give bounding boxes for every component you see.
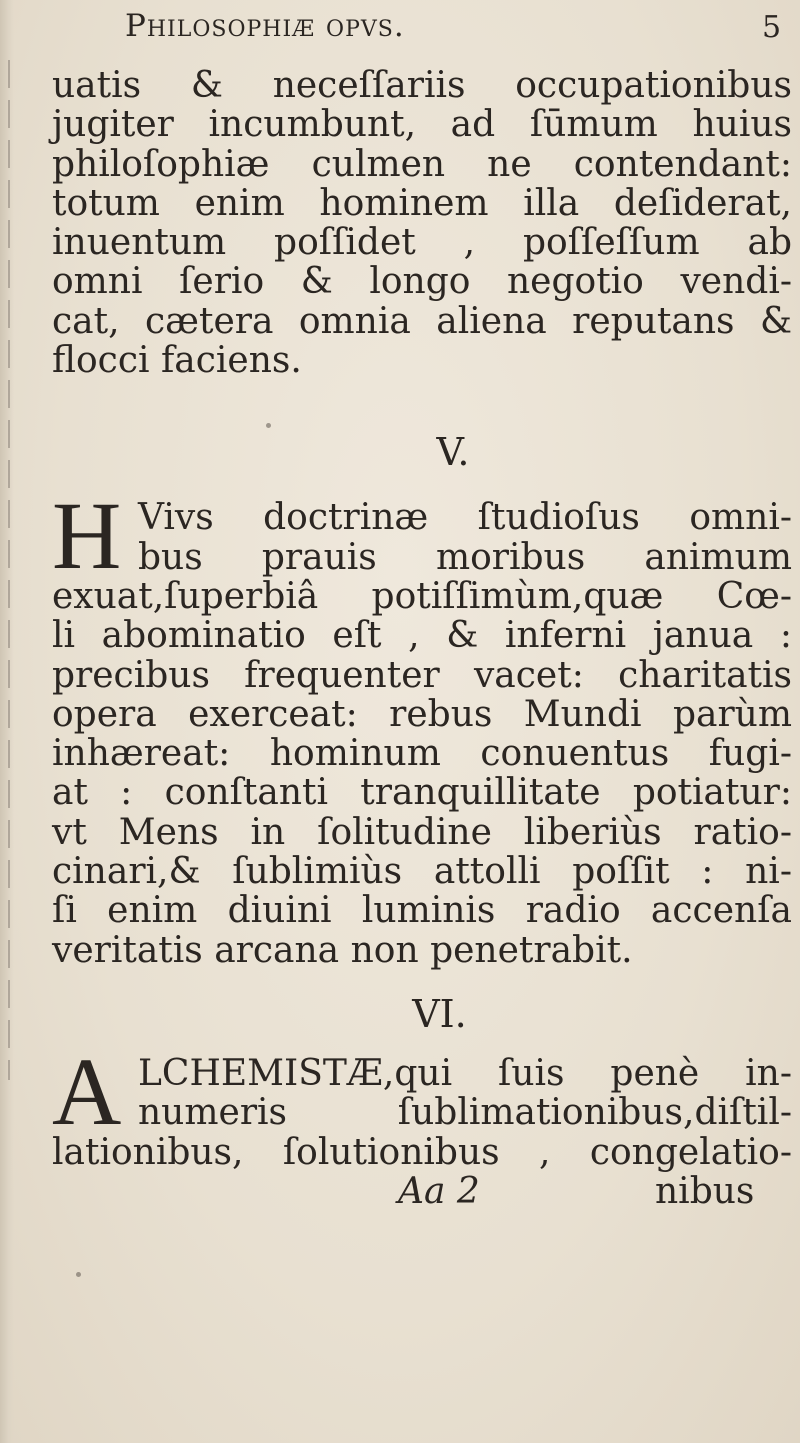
- text-line: cinari,& ſublimiùs attolli poſſit : ni-: [52, 851, 792, 893]
- catchword: nibus: [655, 1170, 755, 1212]
- text-block: [52, 66, 792, 1211]
- text-line: Vivs doctrinæ ſtudioſus omni-: [138, 497, 792, 539]
- gutter-shadow-line: [8, 60, 10, 1080]
- text-line: lationibus, ſolutionibus , congelatio-: [52, 1131, 792, 1173]
- text-line: exuat,ſuperbiâ potiſſimùm,quæ Cœ-: [52, 575, 792, 617]
- text-line: precibus frequenter vacet: charitatis: [52, 654, 792, 696]
- text-line: flocci faciens.: [52, 340, 302, 382]
- text-line: totum enim hominem illa deſiderat,: [52, 182, 792, 224]
- section-heading-vi: VI.: [412, 991, 467, 1036]
- text-line: omni ſerio & longo negotio vendi-: [52, 261, 792, 303]
- paper-speck: [76, 1272, 81, 1277]
- text-line: opera exerceat: rebus Mundi parùm: [52, 693, 792, 735]
- folio-number: 5: [762, 10, 782, 45]
- drop-cap: A: [52, 1037, 122, 1145]
- page-footer-line: [52, 1172, 792, 1211]
- text-line: li abominatio eſt , & inferni janua :: [52, 615, 792, 657]
- text-line: numeris ſublimationibus,diſtil-: [138, 1092, 792, 1134]
- text-line: bus prauis moribus animum: [138, 536, 792, 578]
- paragraph-continuation: [52, 66, 792, 380]
- text-line: inhæreat: hominum conuentus fugi-: [52, 733, 792, 775]
- section-vi-paragraph: [52, 1037, 792, 1173]
- text-line: at : conſtanti tranquillitate potiatur:: [52, 772, 792, 814]
- section-v-paragraph: [52, 482, 792, 971]
- text-line: philoſophiæ culmen ne contendant:: [52, 143, 792, 185]
- drop-cap: H: [52, 482, 122, 590]
- section-heading-v: V.: [436, 430, 470, 475]
- signature-mark: Aa 2: [398, 1170, 480, 1212]
- binding-gutter: [0, 0, 14, 1443]
- text-line: veritatis arcana non penetrabit.: [52, 929, 633, 971]
- text-line: vt Mens in ſolitudine liberiùs ratio-: [52, 811, 792, 853]
- text-line: uatis & neceſſariis occupationibus: [52, 65, 792, 106]
- text-line: jugiter incumbunt, ad ſūmum huius: [52, 104, 792, 146]
- text-line: inuentum poſſidet , poſſeſſum ab: [52, 222, 792, 264]
- text-line: cat, cætera omnia aliena reputans &: [52, 300, 792, 342]
- text-line: LCHEMISTÆ,qui ſuis penè in-: [138, 1052, 792, 1094]
- paper-speck: [266, 423, 271, 428]
- running-head: Philosophiæ opvs.: [125, 8, 405, 44]
- text-line: ſi enim diuini luminis radio accenſa: [52, 890, 792, 932]
